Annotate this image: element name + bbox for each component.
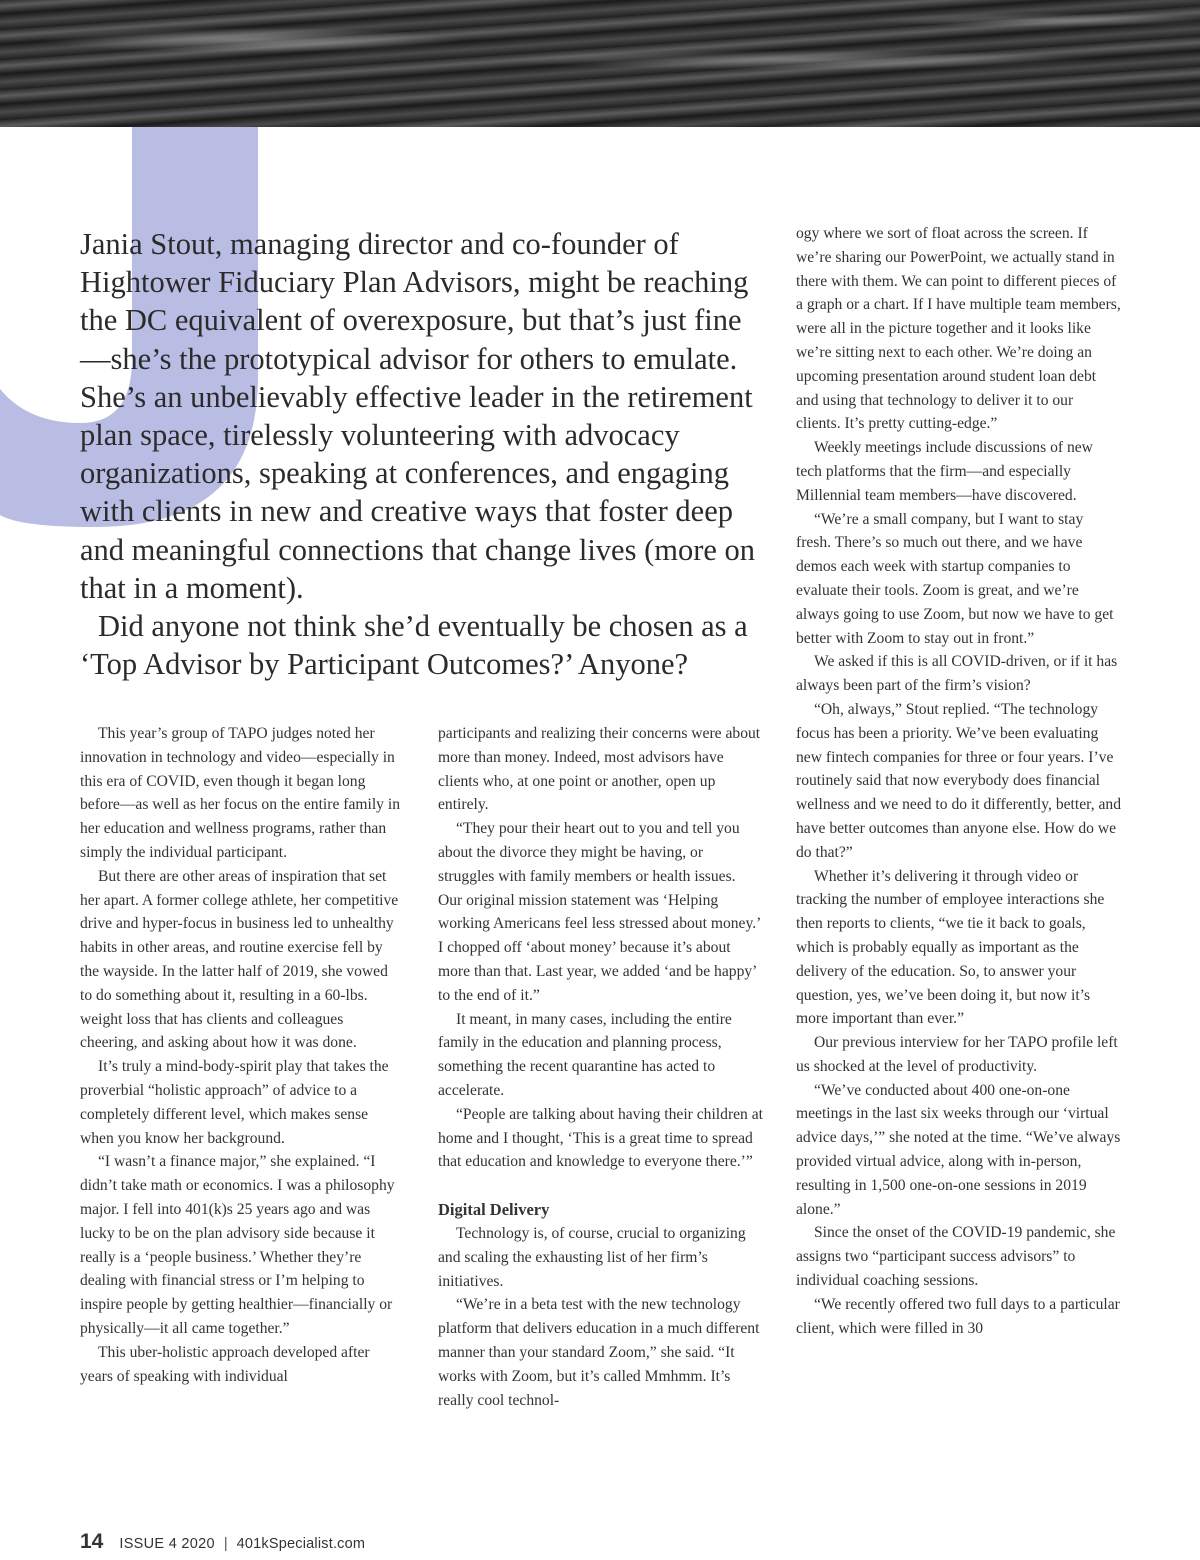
body-paragraph: Whether it’s delivering it through video or tracking the number of employee interactions she then reports to clients, “we tie it back to goals, which is probably equally as important as the delivery of the education. So, to answer your question, yes, we’ve been doing it, but now it’s more important than ever.” [796,867,1105,1028]
page-number: 14 [80,1530,104,1553]
site-url: 401kSpecialist.com [236,1536,366,1552]
body-paragraph: But there are other areas of inspiration that set her apart. A former college athlete, her competitive drive and hyper-focus in business led to unhealthy habits in other areas, and routine exercise fell by the wayside. In the latter half of 2019, she vowed to do something about it, resulting in a 60-lbs. weight loss that has clients and colleagues cheering, and asking about how it was done. [80,867,399,1052]
body-paragraph: Since the onset of the COVID-19 pandemic, she assigns two “participant success advisors” to individual coaching sessions. [796,1224,1116,1290]
body-paragraph: “We recently offered two full days to a particular client, which were filled in 30 [796,1295,1120,1337]
section-subhead: Digital Delivery [438,1200,550,1220]
body-paragraph: This year’s group of TAPO judges noted her innovation in technology and video—especially in this era of COVID, even though it began long before—as well as her focus on the entire family in her education and wellness programs, rather than simply the individual participant. [80,725,400,861]
body-paragraph: “We’re a small company, but I want to stay fresh. There’s so much out there, and we have demos each week with startup companies to evaluate their tools. Zoom is great, and we’re always going to use Zoom, but now we have to get better with Zoom to stay out in front.” [796,510,1114,647]
body-column-1 [80,722,400,1388]
body-paragraph: “They pour their heart out to you and tell you about the divorce they might be having, or struggles with family members or health issues. Our original mission statement was ‘Helping working Americans feel less stressed about money.’ I chopped off ‘about money’ because it’s about more than that. Last year, we added ‘and be happy’ to the end of it.” [438,820,761,1004]
body-paragraph: Weekly meetings include discussions of new tech platforms that the firm—and especially Millennial team members—have discovered. [796,439,1093,504]
body-column-2 [438,722,763,1412]
intro-question: Did anyone not think she’d eventually be chosen as a ‘Top Advisor by Participant Outcomes?’ Anyone? [80,609,748,682]
page-footer [80,1530,365,1560]
body-paragraph: “People are talking about having their children at home and I thought, ‘This is a great time to spread that education and knowledge to everyone there.’” [438,1105,764,1171]
body-paragraph: “Oh, always,” Stout replied. “The technology focus has been a priority. We’ve been evaluating new fintech companies for three or four years. I’ve routinely said that now everybody does financial wellness and we need to do it differently, better, and have better outcomes than anyone else. How do we do that?” [796,700,1122,861]
body-paragraph: It meant, in many cases, including the entire family in the education and planning process, something the recent quarantine has acted to accelerate. [438,1010,732,1099]
body-paragraph: Our previous interview for her TAPO profile left us shocked at the level of productivity. [796,1034,1118,1075]
body-paragraph: “I wasn’t a finance major,” she explained. “I didn’t take math or economics. I was a philosophy major. I fell into 401(k)s 25 years ago and was lucky to be on the plan advisory side because it really is a ‘people business.’ Whether they’re dealing with financial stress or I’m helping to inspire people by getting healthier—financially or physically—it all came together.” [80,1153,395,1337]
body-paragraph: participants and realizing their concerns were about more than money. Indeed, most advisors have clients who, at one point or another, open up entirely. [438,725,761,814]
body-paragraph: “We’ve conducted about 400 one-on-one meetings in the last six weeks through our ‘virtual advice days,’” she noted at the time. “We’ve always provided virtual advice, along with in-person, resulting in 1,500 one-on-one sessions in 2019 alone.” [796,1081,1121,1218]
body-paragraph: We asked if this is all COVID-driven, or if it has always been part of the firm’s vision? [796,653,1118,695]
intro-paragraphs [80,225,770,683]
body-paragraph: It’s truly a mind-body-spirit play that takes the proverbial “holistic approach” of advice to a completely different level, which makes sense when you know her background. [80,1058,389,1147]
footer-separator: | [223,1536,228,1552]
banner-photo [0,0,1200,127]
body-column-3 [796,222,1121,1340]
body-paragraph: This uber-holistic approach developed after years of speaking with individual [80,1343,370,1385]
body-paragraph: “We’re in a beta test with the new technology platform that delivers education in a much different manner than your standard Zoom,” she said. “It works with Zoom, but it’s called Mmhmm. It’s really cool technol- [438,1296,760,1409]
body-paragraph: ogy where we sort of float across the screen. If we’re sharing our PowerPoint, we actually stand in there with them. We can point to different pieces of a graph or a chart. If I have multiple team members, were all in the picture together and it looks like we’re sitting next to each other. We’re doing an upcoming presentation around student loan debt and using that technology to deliver it to our clients. It’s pretty cutting-edge.” [796,225,1121,433]
body-paragraph: Technology is, of course, crucial to organizing and scaling the exhausting list of her firm’s initiatives. [438,1224,746,1290]
issue-label: ISSUE 4 2020 [119,1536,215,1552]
intro-paragraph: Jania Stout, managing director and co-founder of Hightower Fiduciary Plan Advisors, might be reaching the DC equivalent of overexposure, but that’s just fine—she’s the prototypical advisor for others to emulate. She’s an unbelievably effective leader in the retirement plan space, tirelessly volunteering with advocacy organizations, speaking at conferences, and engaging with clients in new and creative ways that foster deep and meaningful connections that change lives (more on that in a moment). [80,227,756,605]
